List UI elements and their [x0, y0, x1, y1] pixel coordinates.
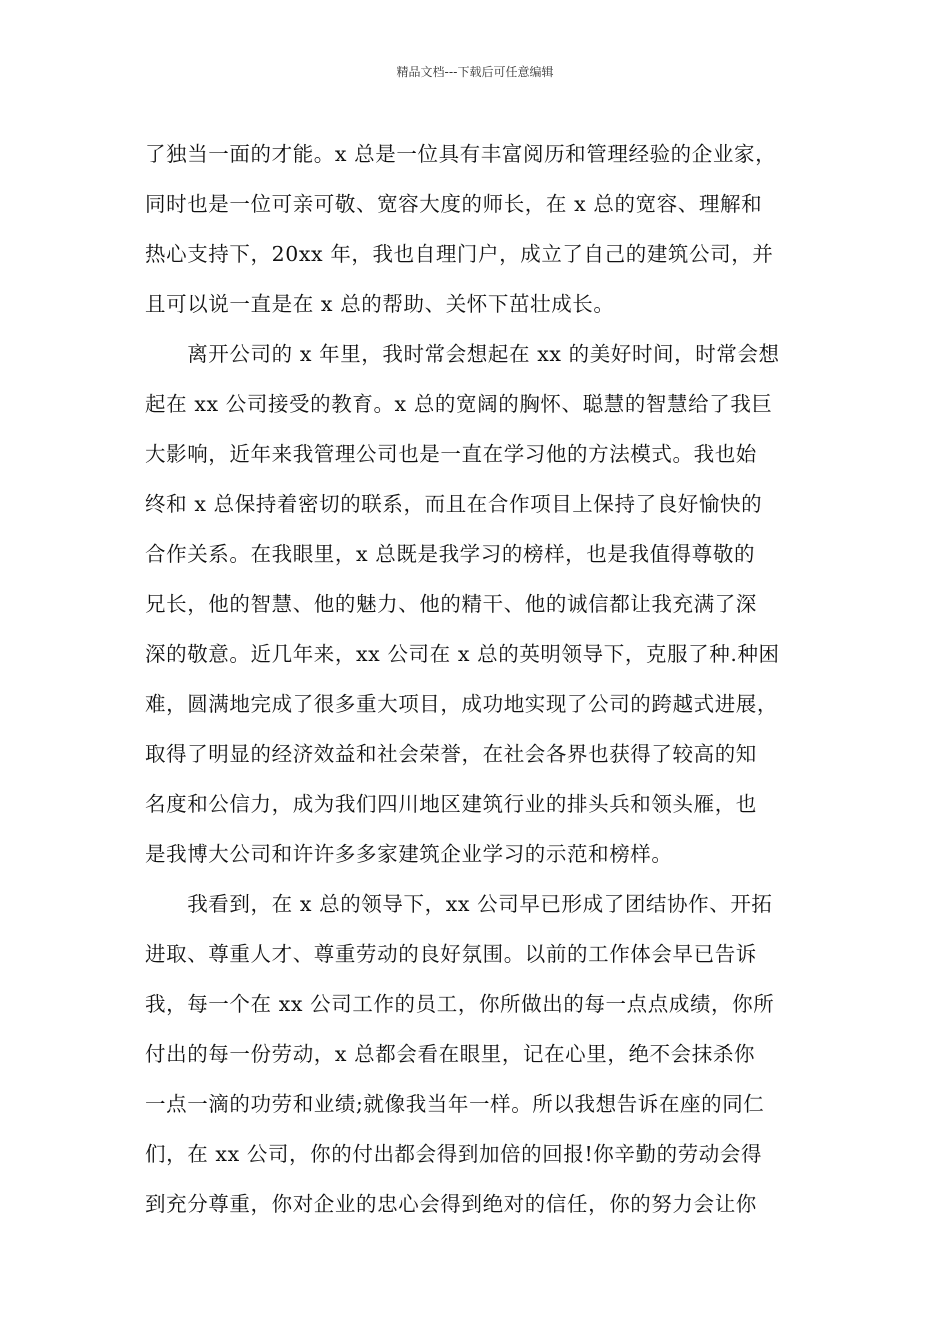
text-line: 终和 x 总保持着密切的联系，而且在合作项目上保持了良好愉快的 [145, 492, 763, 516]
text-line: 兄长，他的智慧、他的魅力、他的精干、他的诚信都让我充满了深 [145, 592, 757, 616]
text-line: 名度和公信力，成为我们四川地区建筑行业的排头兵和领头雁，也 [145, 792, 757, 816]
text-line: 同时也是一位可亲可敬、宽容大度的师长，在 x 总的宽容、理解和 [145, 192, 763, 216]
text-line: 付出的每一份劳动，x 总都会看在眼里，记在心里，绝不会抹杀你 [145, 1042, 756, 1066]
text-line: 一点一滴的功劳和业绩;就像我当年一样。所以我想告诉在座的同仁 [145, 1092, 765, 1116]
text-line: 合作关系。在我眼里，x 总既是我学习的榜样，也是我值得尊敬的 [145, 542, 756, 566]
text-line: 难，圆满地完成了很多重大项目，成功地实现了公司的跨越式进展， [145, 692, 778, 716]
text-line: 热心支持下，20xx 年，我也自理门户，成立了自己的建筑公司，并 [145, 242, 774, 266]
text-line: 是我博大公司和许许多多家建筑企业学习的示范和榜样。 [145, 842, 673, 866]
text-line: 大影响，近年来我管理公司也是一直在学习他的方法模式。我也始 [145, 442, 757, 466]
text-line: 进取、尊重人才、尊重劳动的良好氛围。以前的工作体会早已告诉 [145, 942, 757, 966]
text-line: 且可以说一直是在 x 总的帮助、关怀下茁壮成长。 [145, 292, 615, 316]
paragraph-start-line: 我看到，在 x 总的领导下，xx 公司早已形成了团结协作、开拓 [145, 892, 773, 916]
text-line: 了独当一面的才能。x 总是一位具有丰富阅历和管理经验的企业家， [145, 142, 777, 166]
paragraph-start-line: 离开公司的 x 年里，我时常会想起在 xx 的美好时间，时常会想 [145, 342, 780, 366]
text-line: 深的敬意。近几年来，xx 公司在 x 总的英明领导下，克服了种.种困 [145, 642, 780, 666]
text-line: 们，在 xx 公司，你的付出都会得到加倍的回报!你辛勤的劳动会得 [145, 1142, 763, 1166]
text-line: 到充分尊重，你对企业的忠心会得到绝对的信任，你的努力会让你 [145, 1192, 757, 1216]
text-line: 我，每一个在 xx 公司工作的员工，你所做出的每一点点成绩，你所 [145, 992, 775, 1016]
text-line: 取得了明显的经济效益和社会荣誉，在社会各界也获得了较高的知 [145, 742, 757, 766]
page-header: 精品文档---下载后可任意编辑 [396, 65, 554, 79]
text-line: 起在 xx 公司接受的教育。x 总的宽阔的胸怀、聪慧的智慧给了我巨 [145, 392, 773, 416]
document-body [145, 129, 825, 1229]
